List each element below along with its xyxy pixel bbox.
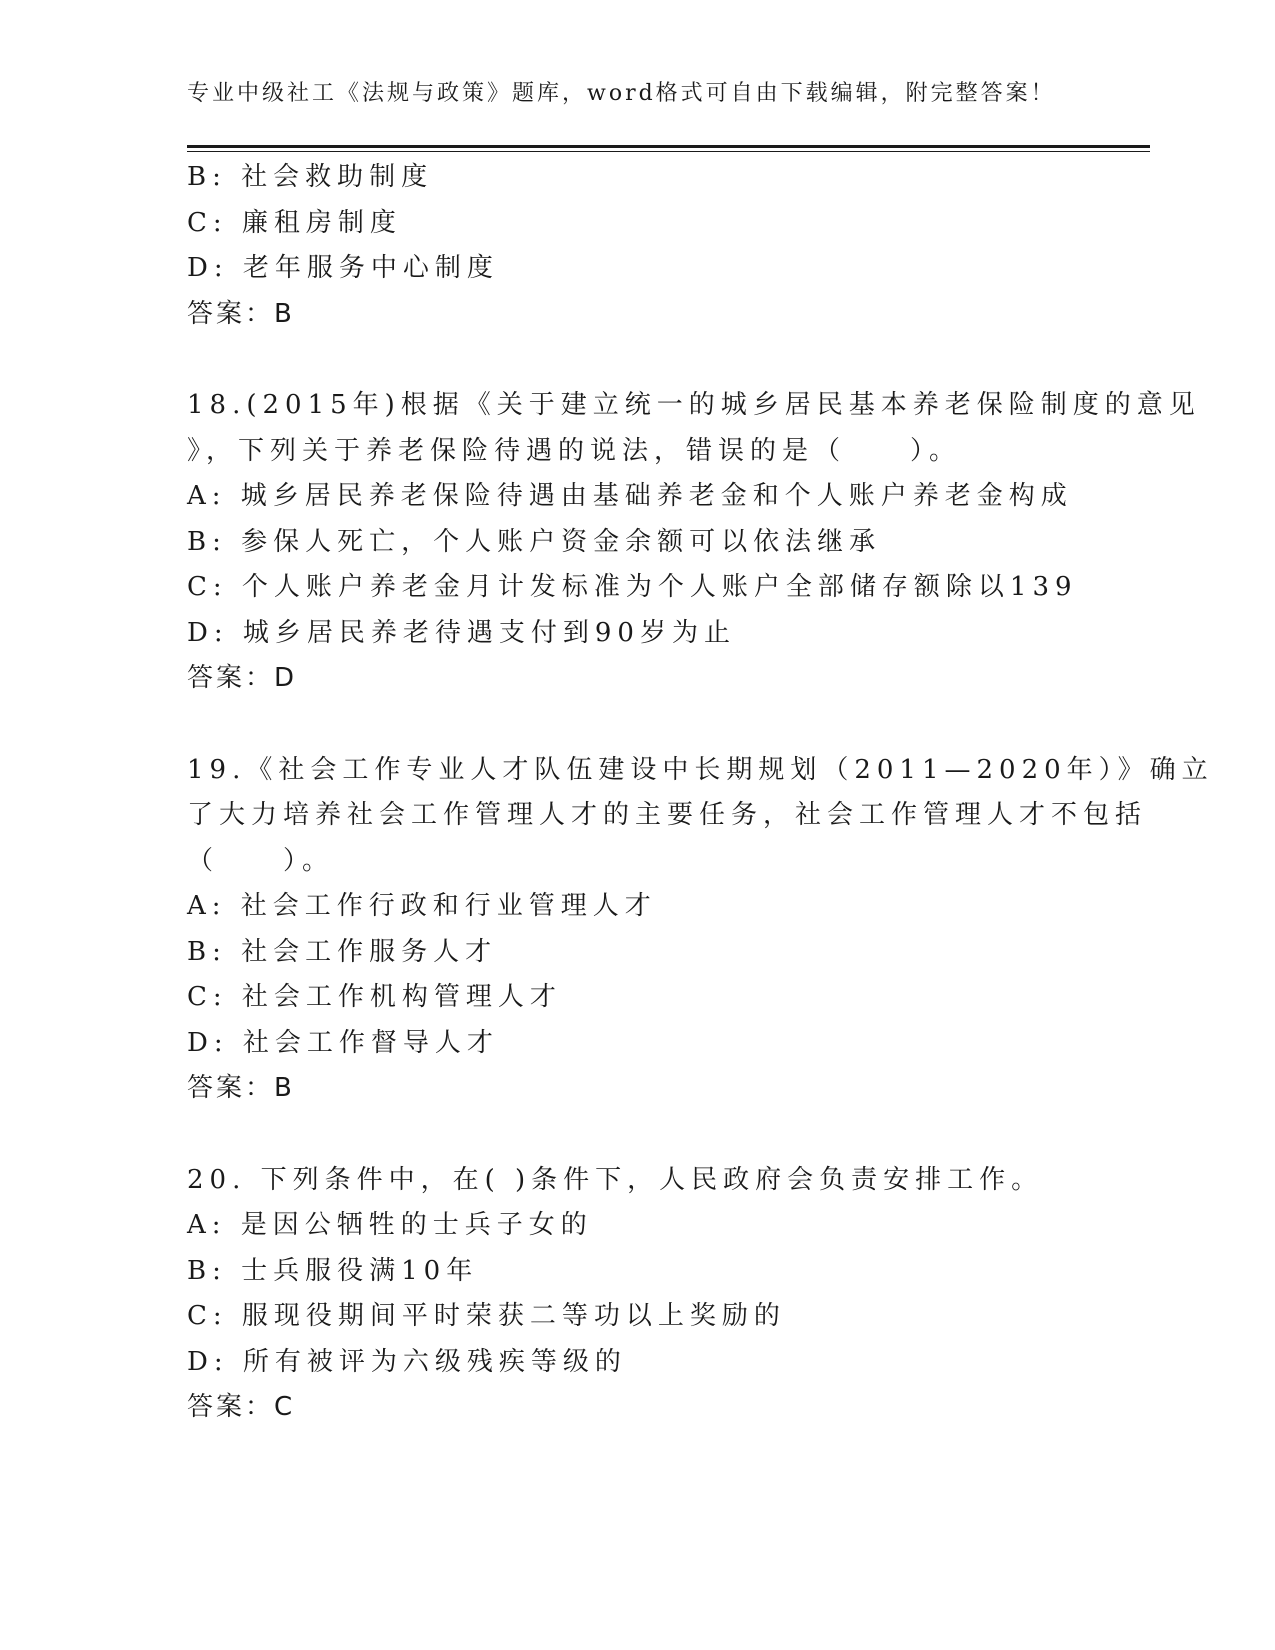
question-17-tail <box>187 155 1087 337</box>
option-b: B: 参保人死亡，个人账户资金余额可以依法继承 <box>187 526 882 557</box>
answer: 答案：D <box>187 663 298 693</box>
question-stem: 18.(2015年)根据《关于建立统一的城乡居民基本养老保险制度的意见 <box>187 390 1201 420</box>
answer: 答案：B <box>187 1073 295 1103</box>
option-d: D: 社会工作督导人才 <box>187 1027 499 1058</box>
question-stem: 19.《社会工作专业人才队伍建设中长期规划（2011—2020年）》确立 <box>187 754 1214 785</box>
question-stem: （ ）。 <box>187 845 335 876</box>
question-stem: 》，下列关于养老保险待遇的说法，错误的是（ ）。 <box>187 435 962 466</box>
answer: 答案：C <box>187 1392 296 1422</box>
option-a: A: 城乡居民养老保险待遇由基础养老金和个人账户养老金构成 <box>187 481 1073 511</box>
question-19 <box>187 748 1214 1112</box>
option-d: D: 所有被评为六级残疾等级的 <box>187 1346 627 1377</box>
option-b: B: 士兵服役满10年 <box>187 1255 479 1286</box>
question-18 <box>187 383 1201 702</box>
header-rule-thick <box>187 145 1150 148</box>
page-header: 专业中级社工《法规与政策》题库，word格式可自由下载编辑，附完整答案！ <box>187 81 1056 106</box>
option-d: D: 老年服务中心制度 <box>187 253 499 283</box>
question-20 <box>187 1158 1087 1431</box>
answer: 答案：B <box>187 298 295 329</box>
option-d: D: 城乡居民养老待遇支付到90岁为止 <box>187 617 736 648</box>
document-body <box>187 155 1214 1431</box>
option-c: C: 服现役期间平时荣获二等功以上奖励的 <box>187 1301 786 1331</box>
option-b: B: 社会救助制度 <box>187 162 434 192</box>
question-stem: 20. 下列条件中，在( )条件下，人民政府会负责安排工作。 <box>187 1164 1044 1195</box>
header-rule-thin <box>187 151 1150 152</box>
option-a: A: 是因公牺牲的士兵子女的 <box>187 1210 593 1240</box>
option-c: C: 廉租房制度 <box>187 207 402 238</box>
option-c: C: 个人账户养老金月计发标准为个人账户全部储存额除以139 <box>187 572 1078 602</box>
option-b: B: 社会工作服务人才 <box>187 936 498 967</box>
question-stem: 了大力培养社会工作管理人才的主要任务，社会工作管理人才不包括 <box>187 800 1148 830</box>
option-c: C: 社会工作机构管理人才 <box>187 982 562 1012</box>
option-a: A: 社会工作行政和行业管理人才 <box>187 891 657 921</box>
